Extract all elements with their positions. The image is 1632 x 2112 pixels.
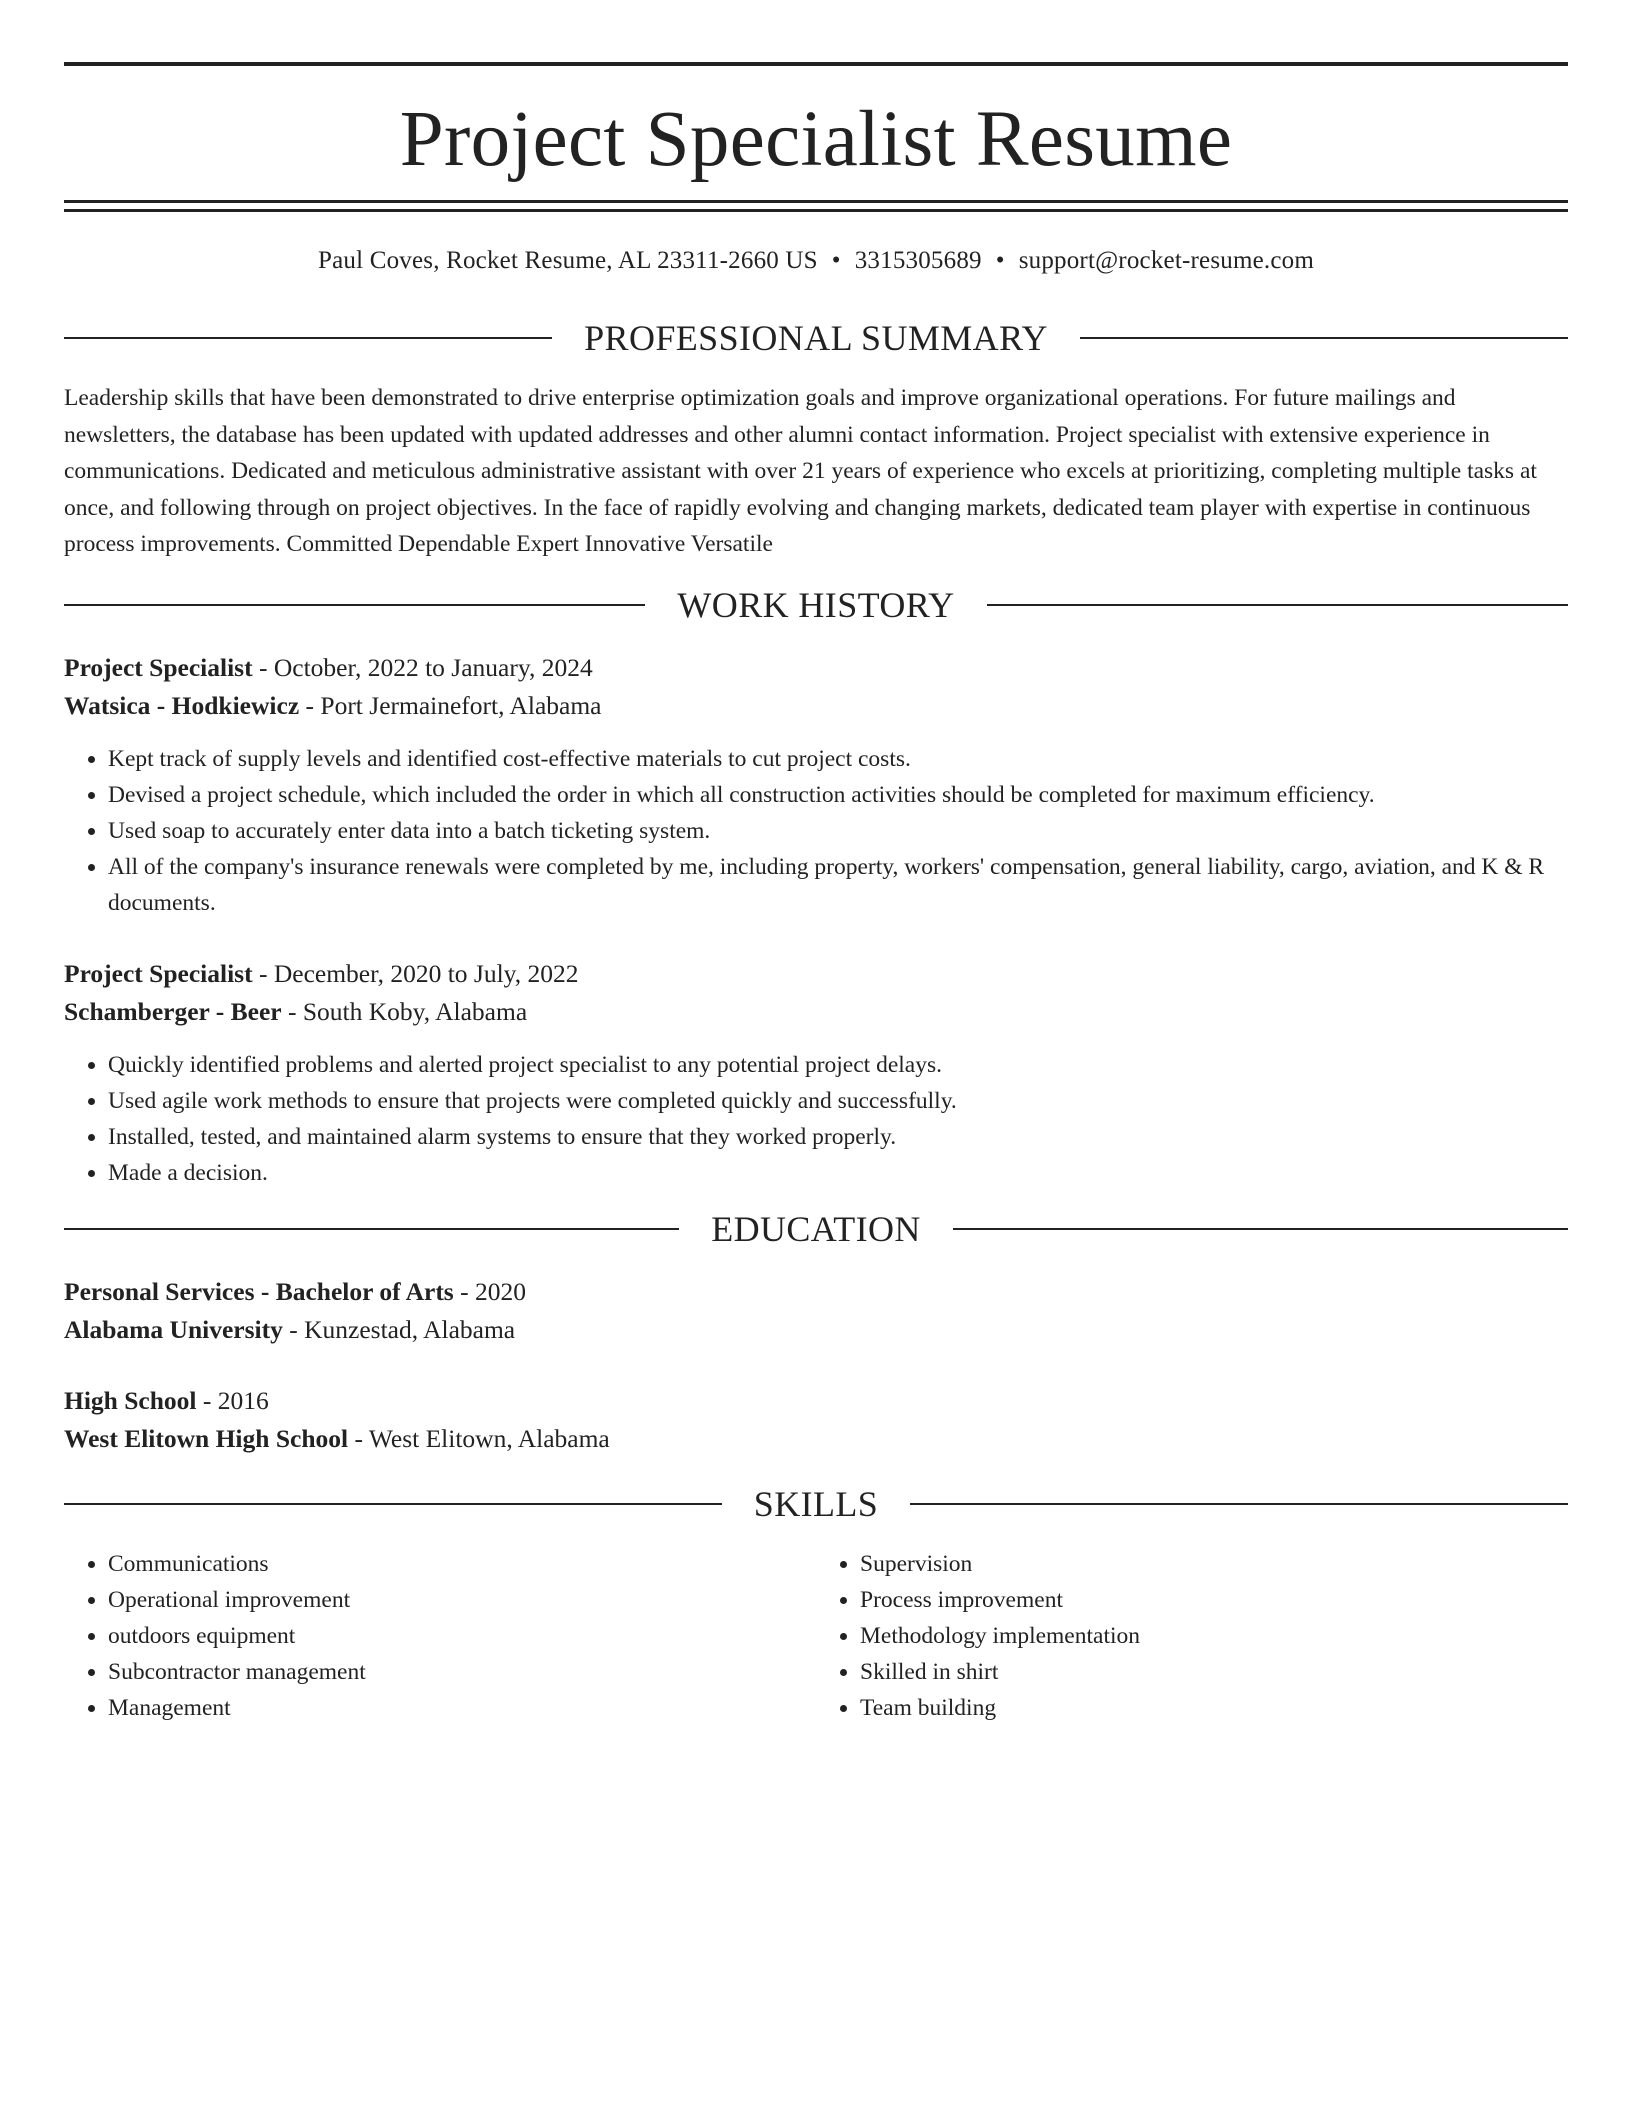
skill-item: • Skilled in shirt bbox=[860, 1654, 1568, 1690]
job-title-line bbox=[64, 955, 1568, 993]
heading-rule-right bbox=[953, 1228, 1568, 1230]
list-item: • Quickly identified problems and alerted project specialist to any potential project delays. bbox=[108, 1047, 1568, 1083]
job-bullets bbox=[64, 741, 1568, 921]
education-school-line bbox=[64, 1420, 1568, 1458]
skill-item: • outdoors equipment bbox=[108, 1618, 816, 1654]
list-item: • Used soap to accurately enter data into a batch ticketing system. bbox=[108, 813, 1568, 849]
education-degree-line bbox=[64, 1382, 1568, 1420]
education-school-line bbox=[64, 1311, 1568, 1349]
skill-item: • Team building bbox=[860, 1690, 1568, 1726]
skills-grid bbox=[64, 1546, 1568, 1726]
education-school: Alabama University bbox=[64, 1314, 283, 1344]
job-entry bbox=[64, 955, 1568, 1191]
heading-rule-left bbox=[64, 1228, 679, 1230]
job-company-line bbox=[64, 687, 1568, 725]
job-title: Project Specialist bbox=[64, 652, 253, 682]
heading-rule-left bbox=[64, 1503, 722, 1505]
heading-rule-left bbox=[64, 604, 645, 606]
job-bullets bbox=[64, 1047, 1568, 1191]
title-double-rule bbox=[64, 200, 1568, 212]
summary-text: Leadership skills that have been demonstrated to drive enterprise optimization goals and improve organizational operations. For future mailings and newsletters, the database has been updated with updated addresses and other alumni contact information. Project specialist with extensive experience in communications. Dedicated and meticulous administrative assistant with over 21 years of experience who excels at prioritizing, completing multiple tasks at once, and following through on project objectives. In the face of rapidly evolving and changing markets, dedicated team player with expertise in continuous process improvements. Committed Dependable Expert Innovative Versatile bbox=[64, 385, 1537, 557]
education-entry bbox=[64, 1273, 1568, 1349]
contact-separator: • bbox=[831, 247, 841, 274]
skill-item: • Operational improvement bbox=[108, 1582, 816, 1618]
education-location: - West Elitown, Alabama bbox=[348, 1423, 610, 1453]
list-item: • Made a decision. bbox=[108, 1155, 1568, 1191]
job-title-line bbox=[64, 649, 1568, 687]
section-heading-education bbox=[64, 1209, 1568, 1249]
skills-column-left bbox=[64, 1546, 816, 1726]
list-item: • Used agile work methods to ensure that projects were completed quickly and successfully. bbox=[108, 1083, 1568, 1119]
job-entry bbox=[64, 649, 1568, 921]
section-title: WORK HISTORY bbox=[677, 584, 955, 625]
heading-rule-left bbox=[64, 337, 552, 339]
education-year: - 2020 bbox=[453, 1276, 526, 1306]
job-location: - South Koby, Alabama bbox=[281, 996, 528, 1026]
education-school: West Elitown High School bbox=[64, 1423, 349, 1453]
job-title: Project Specialist bbox=[64, 958, 253, 988]
section-heading-skills bbox=[64, 1484, 1568, 1524]
heading-rule-right bbox=[1080, 337, 1568, 339]
contact-email: support@rocket-resume.com bbox=[1018, 247, 1314, 274]
education-entry bbox=[64, 1382, 1568, 1458]
section-title: PROFESSIONAL SUMMARY bbox=[584, 318, 1048, 358]
job-dates: - December, 2020 to July, 2022 bbox=[252, 958, 579, 988]
job-location: - Port Jermainefort, Alabama bbox=[299, 690, 602, 720]
skill-item: • Methodology implementation bbox=[860, 1618, 1568, 1654]
contact-address: Paul Coves, Rocket Resume, AL 23311-2660 US bbox=[318, 247, 818, 274]
skill-item: • Subcontractor management bbox=[108, 1654, 816, 1690]
education-location: - Kunzestad, Alabama bbox=[282, 1314, 516, 1344]
section-heading-summary bbox=[64, 318, 1568, 358]
contact-phone: 3315305689 bbox=[854, 247, 982, 274]
skill-item: • Communications bbox=[108, 1546, 816, 1582]
skills-column-right bbox=[816, 1546, 1568, 1726]
job-dates: - October, 2022 to January, 2024 bbox=[252, 652, 593, 682]
list-item: • All of the company's insurance renewals were completed by me, including property, workers' compensation, general liability, cargo, aviation, and K & R documents. bbox=[108, 849, 1568, 921]
heading-rule-right bbox=[910, 1503, 1568, 1505]
job-company: Watsica - Hodkiewicz bbox=[64, 690, 300, 720]
contact-line bbox=[64, 246, 1568, 276]
contact-separator: • bbox=[995, 247, 1005, 274]
education-year: - 2016 bbox=[196, 1385, 269, 1415]
job-company: Schamberger - Beer bbox=[64, 996, 282, 1026]
list-item: • Devised a project schedule, which included the order in which all construction activities should be completed for maximum efficiency. bbox=[108, 777, 1568, 813]
education-degree-line bbox=[64, 1273, 1568, 1311]
section-title: EDUCATION bbox=[711, 1208, 921, 1249]
section-heading-work bbox=[64, 585, 1568, 625]
list-item: • Kept track of supply levels and identified cost-effective materials to cut project costs. bbox=[108, 741, 1568, 777]
heading-rule-right bbox=[987, 604, 1568, 606]
skill-item: • Supervision bbox=[860, 1546, 1568, 1582]
education-degree: Personal Services - Bachelor of Arts bbox=[64, 1276, 454, 1306]
education-degree: High School bbox=[64, 1385, 197, 1415]
top-rule bbox=[64, 62, 1568, 66]
section-title: SKILLS bbox=[753, 1483, 879, 1524]
page-title: Project Specialist Resume bbox=[399, 96, 1233, 183]
list-item: • Installed, tested, and maintained alarm systems to ensure that they worked properly. bbox=[108, 1119, 1568, 1155]
skill-item: • Management bbox=[108, 1690, 816, 1726]
skill-item: • Process improvement bbox=[860, 1582, 1568, 1618]
job-company-line bbox=[64, 993, 1568, 1031]
